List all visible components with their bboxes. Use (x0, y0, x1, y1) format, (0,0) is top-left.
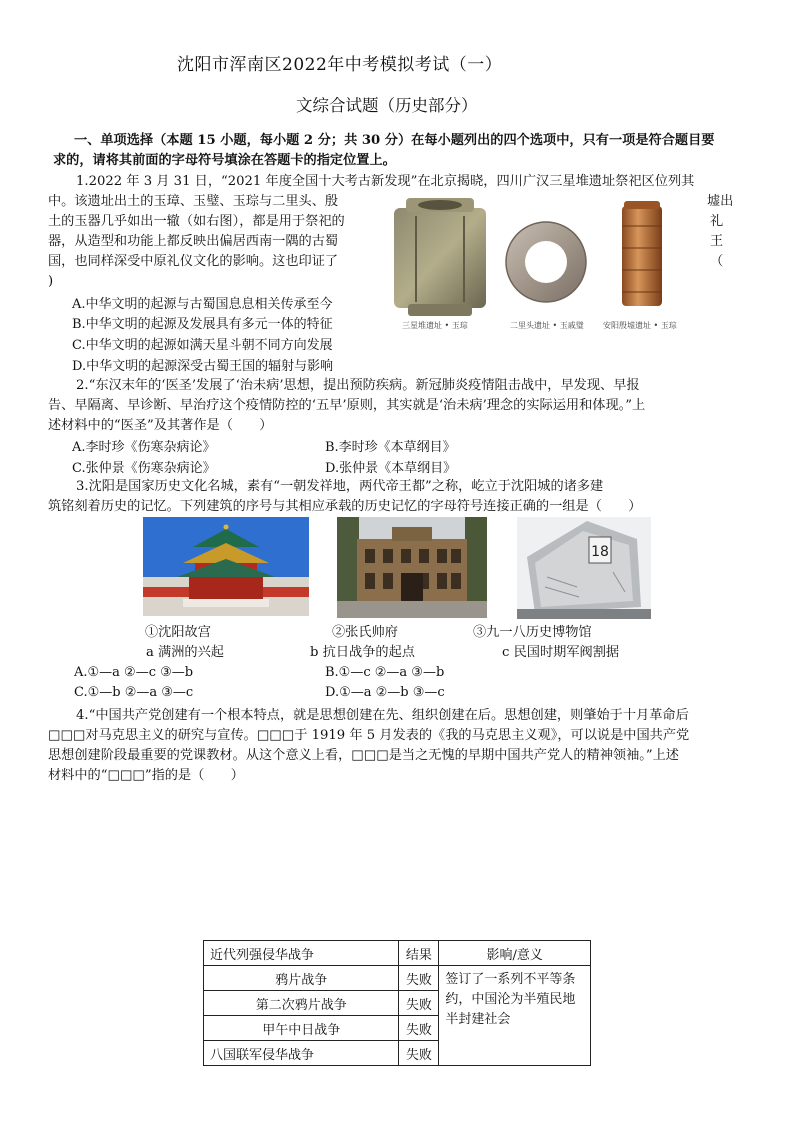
q3-line-1: 3.沈阳是国家历史文化名城，素有“一朝发祥地，两代帝王都”之称，屹立于沈阳城的诸多建 (76, 479, 604, 494)
q1-option-c: C.中华文明的起源如满天星斗朝不同方向发展 (72, 338, 333, 353)
wars-table (203, 940, 591, 1066)
q1-right-word-2: 礼 (710, 214, 724, 229)
q1-option-d: D.中华文明的起源深受古蜀王国的辐射与影响 (72, 359, 334, 374)
q2-line-1: 2.“东汉末年的‘医圣’发展了‘治未病’思想，提出预防疾病。新冠肺炎疫情阻击战中，早发现、早报 (76, 378, 640, 393)
zhang-mansion-photo (337, 517, 487, 618)
q2-line-3: 述材料中的“医圣”及其著作是（ ） (48, 418, 273, 433)
table-cell-war: 鸦片战争 (204, 966, 399, 991)
instruction-line-2: 求的，请将其前面的字母符号填涂在答题卡的指定位置上。 (53, 153, 396, 168)
caption-sanxingdui: 三星堆遗址 • 玉琮 (402, 321, 468, 330)
q1-option-a: A.中华文明的起源与古蜀国息息相关传承至今 (72, 297, 333, 312)
table-cell-impact (439, 966, 591, 1066)
q2-option-a: A.李时珍《伤寒杂病论》 (72, 440, 216, 455)
memory-label-c: c 民国时期军阀割据 (502, 645, 620, 660)
exam-subtitle: 文综合试题（历史部分） (296, 96, 478, 115)
q1-right-word-1: 墟出 (707, 194, 734, 209)
table-header-result: 结果 (399, 941, 439, 966)
erlitou-jade-ring (506, 222, 586, 302)
q3-line-2: 筑铭刻着历史的记忆。下列建筑的序号与其相应承载的历史记忆的字母符号连接正确的一组是（ ） (48, 499, 642, 514)
q4-line-2: □□□对马克思主义的研究与宣传。□□□于 1919 年 5 月发表的《我的马克思主义观》，可以说是中国共产党 (48, 728, 690, 743)
yinxu-cong (622, 201, 662, 306)
memory-label-b: b 抗日战争的起点 (310, 645, 415, 660)
q1-line-4: 器，从造型和功能上都反映出偏居西南一隅的古蜀 (48, 234, 339, 249)
shenyang-palace-photo (143, 517, 309, 616)
q1-option-b: B.中华文明的起源及发展具有多元一体的特征 (72, 317, 333, 332)
table-cell-result: 失败 (399, 991, 439, 1016)
q2-option-d: D.张仲景《本草纲目》 (325, 461, 457, 476)
sept18-museum-photo (517, 517, 651, 619)
q1-line-5: 国，也同样深受中原礼仪文化的影响。这也印证了 (48, 254, 339, 269)
table-cell-result: 失败 (399, 1016, 439, 1041)
impact-line-2: 约，中国沦为半殖民地 (445, 992, 576, 1007)
caption-erlitou: 二里头遗址 • 玉戚璧 (510, 321, 584, 330)
q3-option-d: D.①—a ②—b ③—c (325, 685, 445, 700)
sanxingdui-cong (394, 198, 486, 316)
q1-line-2: 中。该遗址出土的玉璋、玉璧、玉琮与二里头、殷 (48, 194, 339, 209)
table-cell-war: 甲午中日战争 (204, 1016, 399, 1041)
jade-artifacts-image (386, 196, 698, 336)
q4-line-3: 思想创建阶段最重要的党课教材。从这个意义上看，□□□是当之无愧的早期中国共产党人的精神领袖。”上述 (48, 748, 679, 763)
q1-line-3: 土的玉器几乎如出一辙（如右图），都是用于祭祀的 (48, 214, 345, 229)
q2-line-2: 告、早隔离、早诊断、早治疗这个疫情防控的‘五早’原则，其实就是‘治未病’理念的实际运用和体现。”上 (48, 398, 646, 413)
q3-option-b: B.①—c ②—a ③—b (325, 665, 445, 680)
instruction-line-1: 一、单项选择（本题 15 小题，每小题 2 分；共 30 分）在每小题列出的四个选项中，只有一项是符合题目要 (74, 133, 715, 148)
memory-label-a: a 满洲的兴起 (146, 645, 224, 660)
q2-option-b: B.李时珍《本草纲目》 (325, 440, 456, 455)
q4-line-4: 材料中的“□□□”指的是（ ） (48, 768, 244, 783)
q2-option-c: C.张仲景《伤寒杂病论》 (72, 461, 216, 476)
table-row (204, 966, 591, 991)
table-header-war: 近代列强侵华战争 (204, 941, 399, 966)
table-cell-war: 八国联军侵华战争 (204, 1041, 399, 1066)
building-label-3: ③九一八历史博物馆 (473, 625, 592, 640)
table-cell-war: 第二次鸦片战争 (204, 991, 399, 1016)
building-label-1: ①沈阳故宫 (145, 625, 211, 640)
q1-right-word-3: 王 (710, 234, 724, 249)
monument-number: 18 (591, 544, 609, 560)
q3-option-c: C.①—b ②—a ③—c (74, 685, 194, 700)
q3-option-a: A.①—a ②—c ③—b (74, 665, 194, 680)
table-cell-result: 失败 (399, 966, 439, 991)
table-header-impact: 影响/意义 (439, 941, 591, 966)
q1-right-word-4: （ (710, 254, 724, 269)
caption-yinxu: 安阳殷墟遗址 • 玉琮 (603, 321, 677, 330)
table-header-row (204, 941, 591, 966)
table-cell-result: 失败 (399, 1041, 439, 1066)
q1-line-1: 1.2022 年 3 月 31 日，“2021 年度全国十大考古新发现”在北京揭晓，四川广汉三星堆遗址祭祀区位列其 (76, 174, 695, 189)
exam-title: 沈阳市浑南区2022年中考模拟考试（一） (177, 55, 503, 75)
q1-line-6: ) (48, 274, 54, 289)
impact-line-3: 半封建社会 (445, 1012, 511, 1027)
building-label-2: ②张氏帅府 (332, 625, 398, 640)
impact-line-1: 签订了一系列不平等条 (445, 972, 576, 987)
q4-line-1: 4.“中国共产党创建有一个根本特点，就是思想创建在先、组织创建在后。思想创建，则肇始于十月革命后 (76, 708, 689, 723)
